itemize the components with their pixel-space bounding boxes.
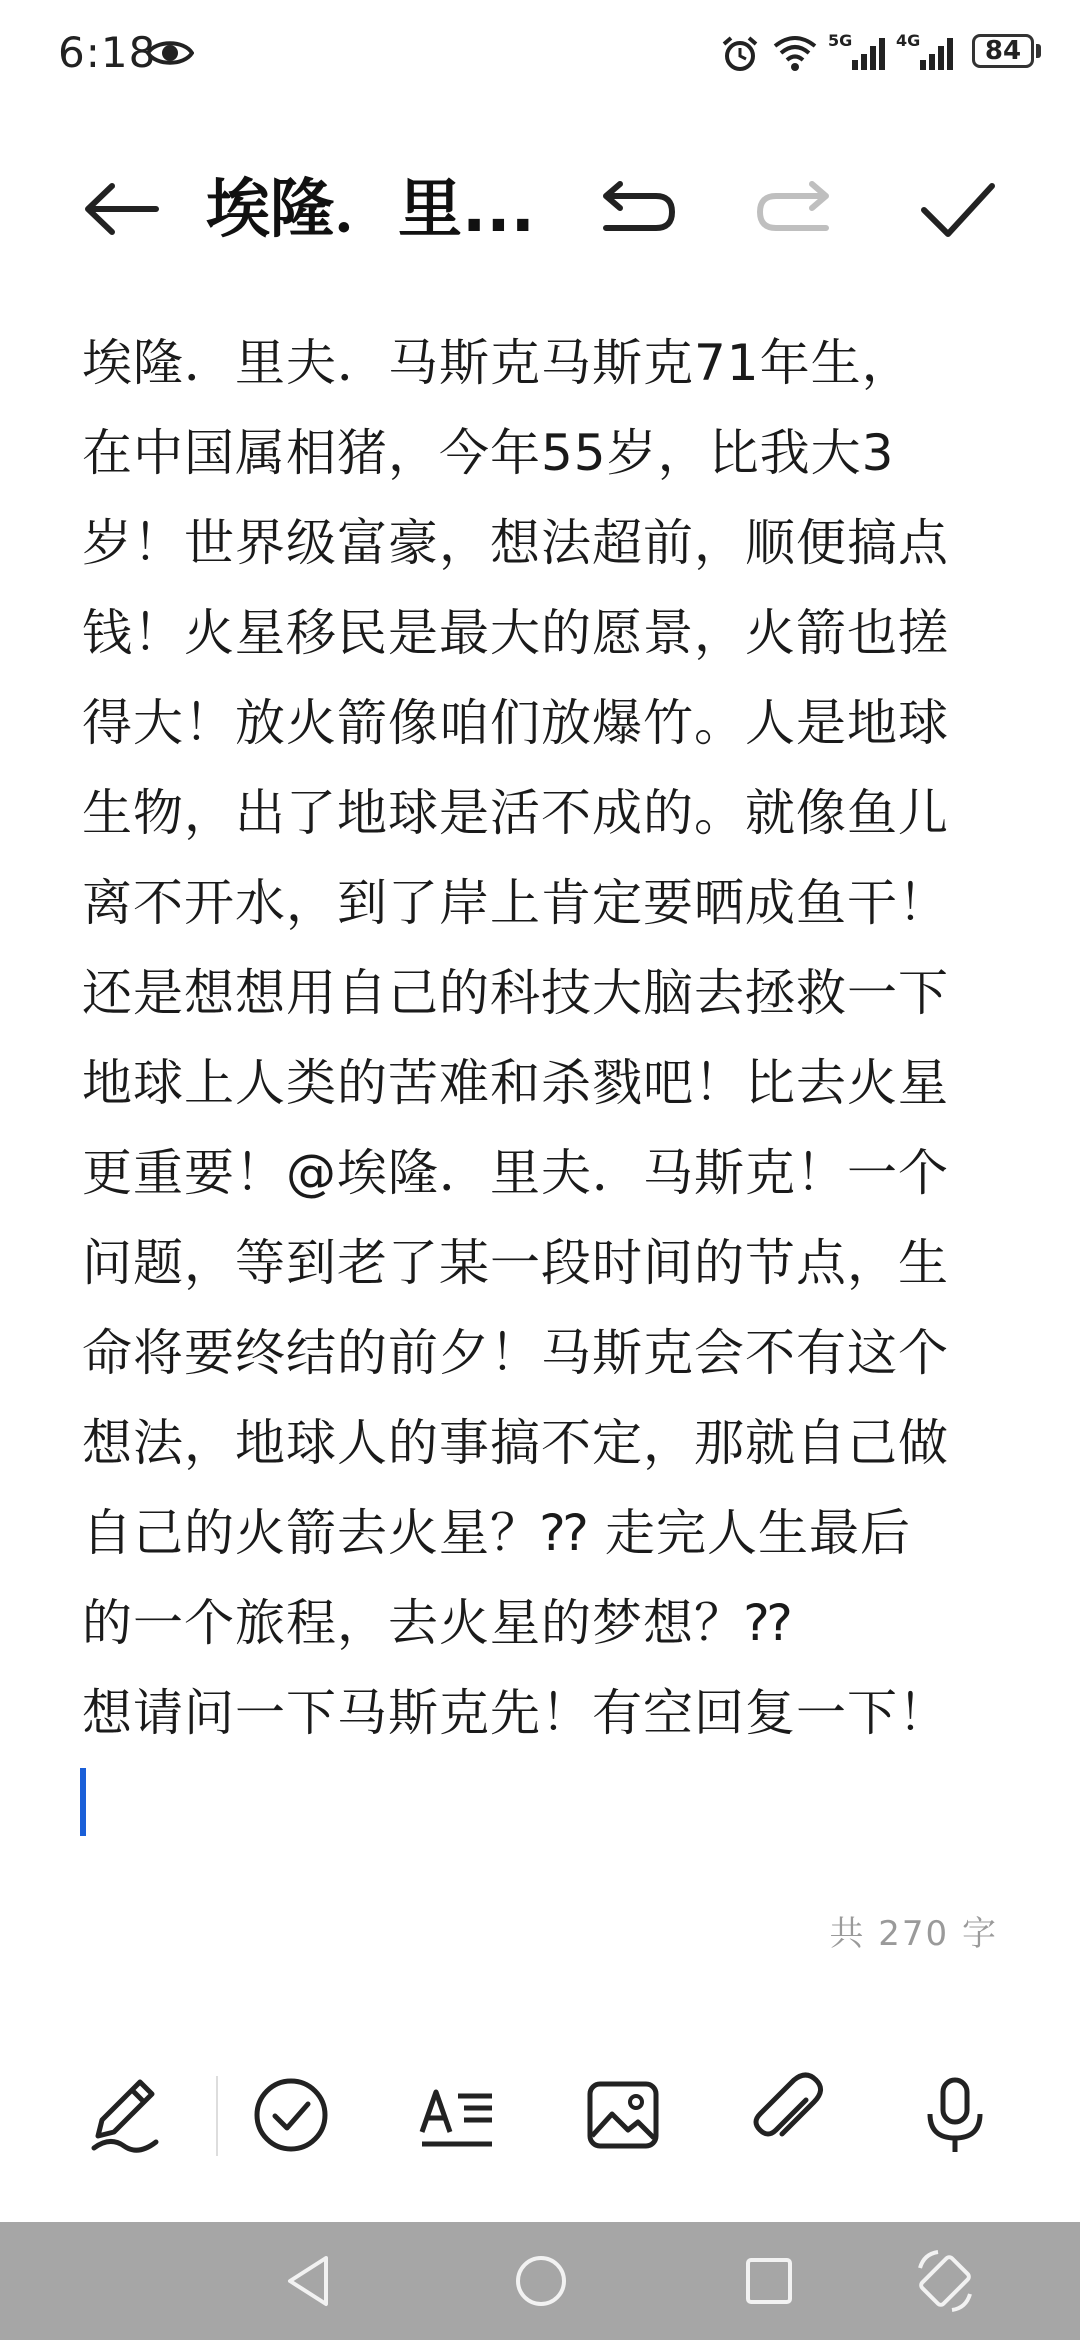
attachment-icon[interactable] <box>744 2070 834 2160</box>
text-line: 生物，出了地球是活不成的。就像鱼儿 <box>82 784 949 842</box>
status-icons <box>720 30 1040 80</box>
battery-indicator <box>972 34 1034 68</box>
text-line: 埃隆．里夫．马斯克马斯克71年生， <box>82 334 913 392</box>
status-time: 6:18 <box>58 28 157 77</box>
checklist-icon[interactable] <box>246 2070 336 2160</box>
text-line: 想法，地球人的事搞不定，那就自己做 <box>82 1414 949 1472</box>
battery-tip <box>1036 44 1041 58</box>
rotate-screen-icon[interactable] <box>910 2246 980 2316</box>
image-icon[interactable] <box>578 2070 668 2160</box>
microphone-icon[interactable] <box>910 2070 1000 2160</box>
back-arrow-icon[interactable] <box>76 164 166 254</box>
note-body[interactable] <box>82 318 1012 1758</box>
word-count: 共 270 字 <box>829 1914 998 1954</box>
nav-home-icon[interactable] <box>506 2246 576 2316</box>
signal-4g-icon <box>896 30 956 74</box>
wifi-icon <box>772 34 818 72</box>
bottom-toolbar <box>0 2060 1080 2170</box>
text-line: 想请问一下马斯克先！有空回复一下！ <box>82 1684 949 1742</box>
text-format-icon[interactable] <box>412 2070 502 2160</box>
editor-toolbar <box>0 140 1080 270</box>
svg-text:5G: 5G <box>828 31 853 50</box>
text-line: 离不开水，到了岸上肯定要晒成鱼干！ <box>82 874 949 932</box>
text-line: 问题，等到老了某一段时间的节点，生 <box>82 1234 949 1292</box>
alarm-icon <box>720 34 760 74</box>
confirm-check-icon[interactable] <box>912 164 1002 254</box>
text-line: 的一个旅程，去火星的梦想？⁇ <box>82 1594 793 1652</box>
text-line: 自己的火箭去火星？⁇ 走完人生最后 <box>82 1504 911 1562</box>
signal-5g-icon <box>828 30 888 74</box>
text-line: 命将要终结的前夕！马斯克会不有这个 <box>82 1324 949 1382</box>
text-line: 地球上人类的苦难和杀戮吧！比去火星 <box>82 1054 949 1112</box>
svg-text:4G: 4G <box>896 31 921 50</box>
battery-level: 84 <box>984 36 1022 66</box>
text-line: 岁！世界级富豪，想法超前，顺便搞点 <box>82 514 949 572</box>
handwriting-pen-icon[interactable] <box>80 2070 170 2160</box>
redo-icon[interactable] <box>752 166 842 256</box>
system-navigation-bar <box>0 2222 1080 2340</box>
text-cursor <box>80 1768 86 1836</box>
status-bar <box>0 0 1080 110</box>
text-line: 更重要！@埃隆．里夫．马斯克！一个 <box>82 1144 949 1202</box>
text-line: 还是想想用自己的科技大脑去拯救一下 <box>82 964 949 1022</box>
note-title: 埃隆．里... <box>206 173 535 247</box>
text-line: 钱！火星移民是最大的愿景，火箭也搓 <box>82 604 949 662</box>
text-line: 得大！放火箭像咱们放爆竹。人是地球 <box>82 694 949 752</box>
undo-icon[interactable] <box>590 166 680 256</box>
eye-icon <box>146 36 194 70</box>
text-line: 在中国属相猪，今年55岁，比我大3 <box>82 424 895 482</box>
nav-back-icon[interactable] <box>274 2246 344 2316</box>
toolbar-divider <box>216 2076 218 2156</box>
nav-recents-icon[interactable] <box>734 2246 804 2316</box>
